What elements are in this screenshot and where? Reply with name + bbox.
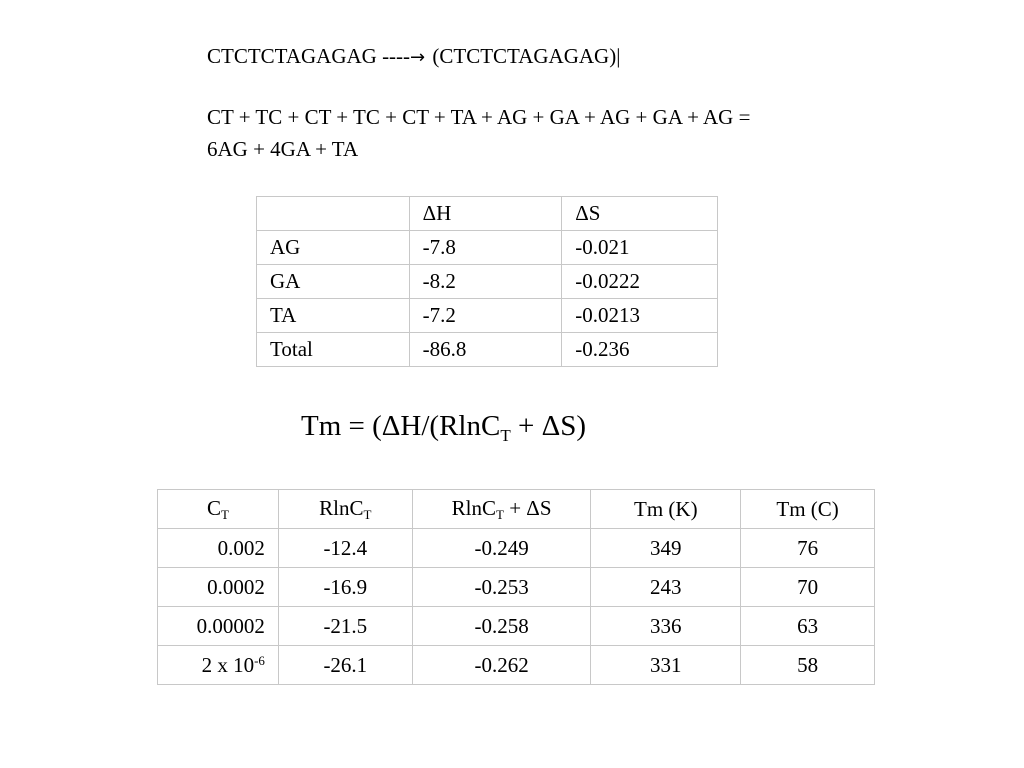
table-cell: -0.262 [412,646,591,685]
table-cell: 0.0002 [158,568,279,607]
table-cell: 2 x $10^{-6}$ [158,646,279,685]
thermo-header-cell: ΔS [562,197,718,231]
table-row [158,529,875,568]
table-cell: 0.002 [158,529,279,568]
tm-header-row [158,490,875,529]
sequence-target: (CTCTCTAGAGAG)| [432,44,621,68]
header-tm-k: Tm (K) [591,490,741,529]
table-cell: 76 [741,529,875,568]
table-row [257,265,718,299]
table-cell: -12.4 [278,529,412,568]
table-cell: 331 [591,646,741,685]
table-cell: 243 [591,568,741,607]
table-cell: -0.258 [412,607,591,646]
table-row [158,646,875,685]
thermo-header-cell [257,197,410,231]
thermo-header-row [257,197,718,231]
table-cell: -0.0213 [562,299,718,333]
header-rlnct: RlnC$_T$ [278,490,412,529]
tm-table [157,489,875,685]
table-cell: 349 [591,529,741,568]
table-row [257,333,718,367]
table-cell: GA [257,265,410,299]
thermo-table [256,196,718,367]
table-cell: AG [257,231,410,265]
table-cell: 70 [741,568,875,607]
table-cell: TA [257,299,410,333]
table-cell: -7.8 [409,231,562,265]
table-cell: -8.2 [409,265,562,299]
table-cell: Total [257,333,410,367]
table-cell: 58 [741,646,875,685]
header-ct: $C_T$ [158,490,279,529]
table-cell: -0.021 [562,231,718,265]
formula-right: + ΔS) [510,410,587,442]
table-row [158,568,875,607]
table-cell: -0.0222 [562,265,718,299]
header-tm-c: Tm (C) [741,490,875,529]
table-cell: -16.9 [278,568,412,607]
dinucleotide-sum-line2: 6AG + 4GA + TA [207,137,359,161]
table-cell: -86.8 [409,333,562,367]
table-row [257,299,718,333]
table-cell: 336 [591,607,741,646]
header-rlnct-ds: RlnC$_T$ + ΔS [412,490,591,529]
formula-subscript: T [500,426,511,445]
tm-formula [301,410,586,452]
sequence-source: CTCTCTAGAGAG ---- [207,44,411,68]
dinucleotide-sum-line1: CT + TC + CT + TC + CT + TA + AG + GA + AG + GA + AG = [207,105,751,129]
right-arrow-icon: → [410,47,426,68]
table-cell: -26.1 [278,646,412,685]
table-cell: -0.253 [412,568,591,607]
table-cell: -0.236 [562,333,718,367]
table-row [257,231,718,265]
table-cell: -21.5 [278,607,412,646]
thermo-header-cell: ΔH [409,197,562,231]
formula-left: Tm = (ΔH/(RlnC [301,410,501,442]
table-cell: 0.00002 [158,607,279,646]
sequence-line [207,44,620,70]
table-row [158,607,875,646]
table-cell: -7.2 [409,299,562,333]
table-cell: 63 [741,607,875,646]
table-cell: -0.249 [412,529,591,568]
